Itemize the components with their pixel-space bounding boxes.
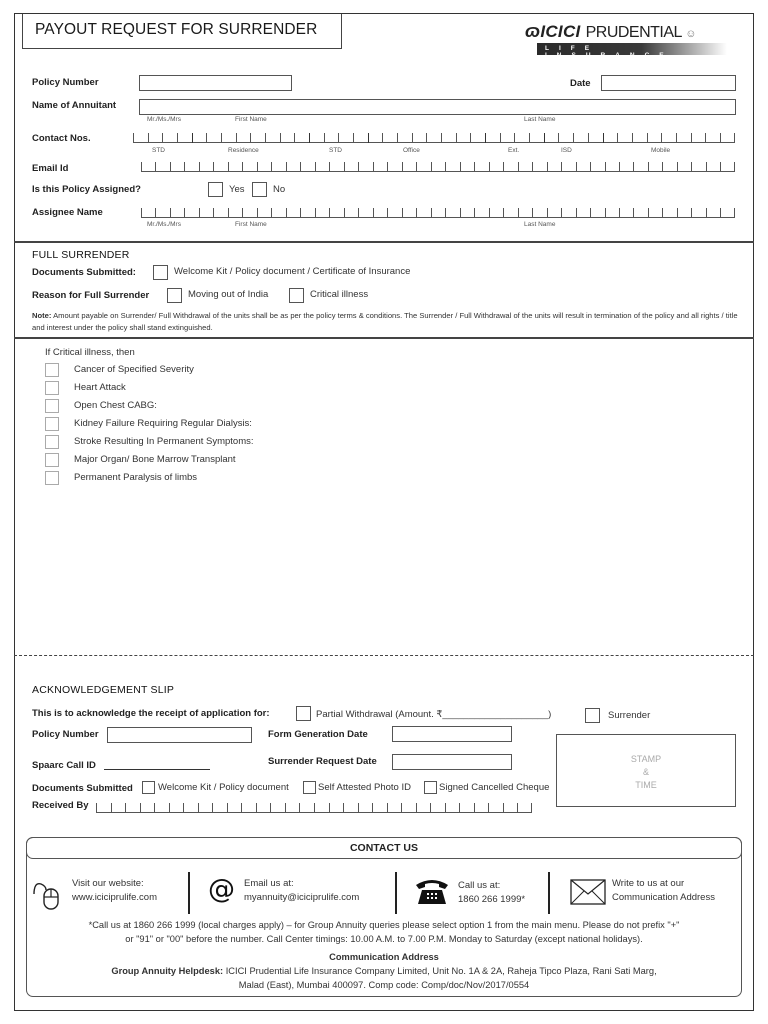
assignee-title-hint: Mr./Ms./Mrs xyxy=(147,221,181,228)
logo-mark-icon: ɷ xyxy=(525,21,541,41)
company-logo xyxy=(525,21,740,59)
comb-cell[interactable] xyxy=(489,162,503,172)
comb-cell[interactable] xyxy=(177,133,192,143)
ack-documents-label: Documents Submitted xyxy=(32,783,133,794)
comb-cell[interactable] xyxy=(314,803,329,813)
website-link[interactable]: www.iciciprulife.com xyxy=(72,892,157,903)
comb-cell[interactable] xyxy=(445,803,460,813)
comb-cell[interactable] xyxy=(140,803,155,813)
comb-cell[interactable] xyxy=(382,133,397,143)
comb-cell[interactable] xyxy=(170,162,184,172)
ack-welcome-kit-checkbox[interactable] xyxy=(142,781,155,794)
at-icon: @ xyxy=(208,874,235,905)
comb-cell[interactable] xyxy=(206,133,221,143)
comb-cell[interactable] xyxy=(676,133,691,143)
critical-illness-option-label: Major Organ/ Bone Marrow Transplant xyxy=(74,454,236,465)
stamp-time-box: STAMP & TIME xyxy=(556,734,736,807)
comb-cell[interactable] xyxy=(286,162,300,172)
comb-cell[interactable] xyxy=(397,133,412,143)
comb-cell[interactable] xyxy=(459,803,474,813)
comb-cell[interactable] xyxy=(529,133,544,143)
comb-cell[interactable] xyxy=(547,208,561,218)
contact-office-hint: Office xyxy=(403,147,420,154)
critical-illness-label: Critical illness xyxy=(310,289,369,300)
comb-cell[interactable] xyxy=(373,162,387,172)
surrender-label: Surrender xyxy=(608,710,651,721)
comb-cell[interactable] xyxy=(720,133,735,143)
comb-cell[interactable] xyxy=(387,208,401,218)
comb-cell[interactable] xyxy=(561,162,575,172)
comb-cell[interactable] xyxy=(242,208,256,218)
comb-cell[interactable] xyxy=(265,133,280,143)
comb-cell[interactable] xyxy=(154,803,169,813)
comb-cell[interactable] xyxy=(358,803,373,813)
comb-cell[interactable] xyxy=(470,133,485,143)
critical-illness-option-label: Stroke Resulting In Permanent Symptoms: xyxy=(74,436,254,447)
comb-cell[interactable] xyxy=(460,208,474,218)
lion-emblem-icon: ☺ xyxy=(681,28,697,40)
surrender-note: Note: Amount payable on Surrender/ Full Withdrawal of the units shall be as per the policy terms & conditions. The Surrender / Full Withdrawal of the units will result in termination of the policy and all rights / title and interest under the policy shall stand extinguished. xyxy=(32,311,738,332)
critical-illness-option-checkbox[interactable] xyxy=(45,363,59,377)
comb-cell[interactable] xyxy=(315,208,329,218)
section-divider xyxy=(14,337,754,339)
surrender-request-date-label: Surrender Request Date xyxy=(268,756,377,767)
comb-cell[interactable] xyxy=(662,208,676,218)
receipt-label: This is to acknowledge the receipt of application for: xyxy=(32,708,270,719)
comb-cell[interactable] xyxy=(401,803,416,813)
critical-illness-option-checkbox[interactable] xyxy=(45,435,59,449)
ack-policy-number-label: Policy Number xyxy=(32,729,99,740)
cancelled-cheque-label: Signed Cancelled Cheque xyxy=(439,782,550,793)
comb-cell[interactable] xyxy=(441,133,456,143)
comb-cell[interactable] xyxy=(573,133,588,143)
comb-cell[interactable] xyxy=(111,803,126,813)
assigned-yes-checkbox[interactable] xyxy=(208,182,223,197)
comb-cell[interactable] xyxy=(256,803,271,813)
comb-cell[interactable] xyxy=(192,133,207,143)
annuitant-last-hint: Last Name xyxy=(524,116,556,123)
comb-cell[interactable] xyxy=(426,133,441,143)
comb-cell[interactable] xyxy=(329,803,344,813)
assigned-no-label: No xyxy=(273,184,286,195)
communication-address: Communication Address Group Annuity Helpdesk: ICICI Prudential Life Insurance Company Limited, Unit No. 1A & 2A, Raheja Tipco Plaza, Rani Sati Marg, Malad (East), Mumbai 400097. Comp code: Comp/doc/Nov/2017/0554 xyxy=(111,952,657,990)
comb-cell[interactable] xyxy=(257,208,271,218)
email-contact[interactable]: Email us at: myannuity@iciciprulife.com xyxy=(244,878,360,903)
comb-cell[interactable] xyxy=(286,208,300,218)
comb-cell[interactable] xyxy=(184,208,198,218)
welcome-kit-label: Welcome Kit / Policy document / Certificate of Insurance xyxy=(174,266,411,277)
cut-line xyxy=(14,655,754,656)
assigned-label: Is this Policy Assigned? xyxy=(32,184,141,195)
comb-cell[interactable] xyxy=(271,208,285,218)
critical-illness-option-checkbox[interactable] xyxy=(45,471,59,485)
comb-cell[interactable] xyxy=(474,803,489,813)
comb-cell[interactable] xyxy=(619,208,633,218)
comb-cell[interactable] xyxy=(155,162,169,172)
critical-illness-option-label: Cancer of Specified Severity xyxy=(74,364,194,375)
comb-cell[interactable] xyxy=(416,162,430,172)
comb-cell[interactable] xyxy=(590,162,604,172)
partial-withdrawal-label: Partial Withdrawal (Amount. ₹____________________) xyxy=(316,709,552,720)
comb-cell[interactable] xyxy=(212,803,227,813)
comb-cell[interactable] xyxy=(96,803,111,813)
assigned-no-checkbox[interactable] xyxy=(252,182,267,197)
contact-isd-hint: ISD xyxy=(561,147,572,154)
comb-cell[interactable] xyxy=(372,803,387,813)
assignee-label: Assignee Name xyxy=(32,207,103,218)
email-link[interactable]: myannuity@iciciprulife.com xyxy=(244,892,360,903)
comb-cell[interactable] xyxy=(242,162,256,172)
comb-cell[interactable] xyxy=(576,162,590,172)
comb-cell[interactable] xyxy=(518,208,532,218)
annuitant-label: Name of Annuitant xyxy=(32,100,117,111)
comb-cell[interactable] xyxy=(412,133,427,143)
contact-numbers-comb[interactable] xyxy=(133,133,735,143)
contact-ext-hint: Ext. xyxy=(508,147,520,154)
comb-cell[interactable] xyxy=(169,803,184,813)
comb-cell[interactable] xyxy=(648,162,662,172)
comb-cell[interactable] xyxy=(518,162,532,172)
comb-cell[interactable] xyxy=(280,133,295,143)
comb-cell[interactable] xyxy=(329,208,343,218)
comb-cell[interactable] xyxy=(387,803,402,813)
contact-std2-hint: STD xyxy=(329,147,342,154)
comb-cell[interactable] xyxy=(706,162,720,172)
contact-separator xyxy=(395,872,397,914)
comb-cell[interactable] xyxy=(532,208,546,218)
comb-cell[interactable] xyxy=(619,162,633,172)
comb-cell[interactable] xyxy=(250,133,265,143)
comb-cell[interactable] xyxy=(632,133,647,143)
comb-cell[interactable] xyxy=(474,162,488,172)
logo-wordmark: ɷICICI PRUDENTIAL ☺ xyxy=(525,21,697,41)
full-surrender-heading: FULL SURRENDER xyxy=(32,249,130,261)
form-title: PAYOUT REQUEST FOR SURRENDER xyxy=(22,14,342,49)
photo-id-label: Self Attested Photo ID xyxy=(318,782,411,793)
comb-cell[interactable] xyxy=(221,133,236,143)
comb-cell[interactable] xyxy=(141,208,155,218)
received-by-comb[interactable] xyxy=(96,803,532,813)
comb-cell[interactable] xyxy=(691,208,705,218)
critical-illness-option-checkbox[interactable] xyxy=(45,453,59,467)
comb-cell[interactable] xyxy=(547,162,561,172)
comb-cell[interactable] xyxy=(460,162,474,172)
comb-cell[interactable] xyxy=(503,162,517,172)
comb-cell[interactable] xyxy=(603,133,618,143)
date-input[interactable] xyxy=(601,75,736,91)
comb-cell[interactable] xyxy=(324,133,339,143)
comb-cell[interactable] xyxy=(445,208,459,218)
comb-cell[interactable] xyxy=(236,133,251,143)
comb-cell[interactable] xyxy=(514,133,529,143)
comb-cell[interactable] xyxy=(387,162,401,172)
comb-cell[interactable] xyxy=(170,208,184,218)
partial-withdrawal-checkbox[interactable] xyxy=(296,706,311,721)
comb-cell[interactable] xyxy=(184,162,198,172)
form-generation-date-input[interactable] xyxy=(392,726,512,742)
comb-cell[interactable] xyxy=(257,162,271,172)
comb-cell[interactable] xyxy=(338,133,353,143)
comb-cell[interactable] xyxy=(402,208,416,218)
policy-number-label: Policy Number xyxy=(32,77,99,88)
date-label: Date xyxy=(570,78,591,89)
comb-cell[interactable] xyxy=(500,133,515,143)
telephone-icon xyxy=(414,876,450,906)
assignee-last-hint: Last Name xyxy=(524,221,556,228)
reason-label: Reason for Full Surrender xyxy=(32,290,150,301)
phone-contact[interactable]: Call us at: 1860 266 1999* xyxy=(458,880,526,905)
contact-separator xyxy=(188,872,190,914)
comb-cell[interactable] xyxy=(617,133,632,143)
comb-cell[interactable] xyxy=(590,208,604,218)
comb-cell[interactable] xyxy=(228,162,242,172)
comb-cell[interactable] xyxy=(353,133,368,143)
comb-cell[interactable] xyxy=(300,208,314,218)
moving-out-label: Moving out of India xyxy=(188,289,269,300)
comb-cell[interactable] xyxy=(155,208,169,218)
comb-cell[interactable] xyxy=(489,208,503,218)
comb-cell[interactable] xyxy=(661,133,676,143)
critical-illness-option-label: Kidney Failure Requiring Regular Dialysis: xyxy=(74,418,252,429)
comb-cell[interactable] xyxy=(213,208,227,218)
comb-cell[interactable] xyxy=(588,133,603,143)
comb-cell[interactable] xyxy=(358,208,372,218)
comb-cell[interactable] xyxy=(431,162,445,172)
welcome-kit-checkbox[interactable] xyxy=(153,265,168,280)
comb-cell[interactable] xyxy=(445,162,459,172)
spaarc-label: Spaarc Call ID xyxy=(32,760,96,771)
comb-cell[interactable] xyxy=(315,162,329,172)
annuitant-title-hint: Mr./Ms./Mrs xyxy=(147,116,181,123)
comb-cell[interactable] xyxy=(300,162,314,172)
comb-cell[interactable] xyxy=(488,803,503,813)
documents-submitted-label: Documents Submitted: xyxy=(32,267,136,278)
website-contact[interactable]: Visit our website: www.iciciprulife.com xyxy=(72,878,157,903)
comb-cell[interactable] xyxy=(344,162,358,172)
comb-cell[interactable] xyxy=(125,803,140,813)
comb-cell[interactable] xyxy=(691,162,705,172)
comb-cell[interactable] xyxy=(241,803,256,813)
call-note: *Call us at 1860 266 1999 (local charges apply) – for Group Annuity queries please select option 1 from the main menu. Please do not prefix "+" or "91" or "00" before the number. Call Center timings: 10.00 A.M. to 7.00 P.M. Monday to Saturday (except national holidays). xyxy=(88,920,680,944)
phone-number[interactable]: 1860 266 1999* xyxy=(458,894,526,905)
contact-label: Contact Nos. xyxy=(32,133,91,144)
comb-cell[interactable] xyxy=(633,208,647,218)
comb-cell[interactable] xyxy=(532,162,546,172)
form-generation-date-label: Form Generation Date xyxy=(268,729,368,740)
comb-cell[interactable] xyxy=(329,162,343,172)
comb-cell[interactable] xyxy=(561,208,575,218)
critical-illness-option-label: Open Chest CABG: xyxy=(74,400,157,411)
envelope-icon xyxy=(570,879,606,905)
contact-std-hint: STD xyxy=(152,147,165,154)
mouse-icon xyxy=(32,876,64,910)
spaarc-call-id-input[interactable] xyxy=(104,758,210,770)
comb-cell[interactable] xyxy=(648,208,662,218)
comb-cell[interactable] xyxy=(503,803,518,813)
comb-cell[interactable] xyxy=(720,208,734,218)
comb-cell[interactable] xyxy=(402,162,416,172)
comb-cell[interactable] xyxy=(544,133,559,143)
comb-cell[interactable] xyxy=(705,133,720,143)
surrender-checkbox[interactable] xyxy=(585,708,600,723)
cancelled-cheque-checkbox[interactable] xyxy=(424,781,437,794)
assignee-first-hint: First Name xyxy=(235,221,267,228)
comb-cell[interactable] xyxy=(199,208,213,218)
annuitant-first-hint: First Name xyxy=(235,116,267,123)
received-by-label: Received By xyxy=(32,800,89,811)
critical-illness-checkbox[interactable] xyxy=(289,288,304,303)
comb-cell[interactable] xyxy=(416,208,430,218)
comb-cell[interactable] xyxy=(558,133,573,143)
address-contact: Write to us at our Communication Address xyxy=(612,878,715,903)
comb-cell[interactable] xyxy=(213,162,227,172)
comb-cell[interactable] xyxy=(503,208,517,218)
comb-cell[interactable] xyxy=(133,133,148,143)
comb-cell[interactable] xyxy=(485,133,500,143)
email-label: Email Id xyxy=(32,163,69,174)
ack-policy-number-input[interactable] xyxy=(107,727,252,743)
moving-out-checkbox[interactable] xyxy=(167,288,182,303)
comb-cell[interactable] xyxy=(633,162,647,172)
ack-welcome-kit-label: Welcome Kit / Policy document xyxy=(158,782,289,793)
comb-cell[interactable] xyxy=(706,208,720,218)
comb-cell[interactable] xyxy=(662,162,676,172)
comb-cell[interactable] xyxy=(309,133,324,143)
comb-cell[interactable] xyxy=(416,803,431,813)
comb-cell[interactable] xyxy=(576,208,590,218)
comb-cell[interactable] xyxy=(227,803,242,813)
email-comb[interactable] xyxy=(141,162,735,172)
critical-illness-option-checkbox[interactable] xyxy=(45,381,59,395)
comb-cell[interactable] xyxy=(294,133,309,143)
surrender-request-date-input[interactable] xyxy=(392,754,512,770)
comb-cell[interactable] xyxy=(605,208,619,218)
comb-cell[interactable] xyxy=(270,803,285,813)
contact-separator xyxy=(548,872,550,914)
comb-cell[interactable] xyxy=(162,133,177,143)
contact-mobile-hint: Mobile xyxy=(651,147,671,154)
comb-cell[interactable] xyxy=(647,133,662,143)
section-divider xyxy=(14,241,754,243)
critical-illness-option-checkbox[interactable] xyxy=(45,399,59,413)
comb-cell[interactable] xyxy=(198,803,213,813)
annuitant-name-input[interactable] xyxy=(139,99,736,115)
comb-cell[interactable] xyxy=(720,162,734,172)
comb-cell[interactable] xyxy=(199,162,213,172)
comb-cell[interactable] xyxy=(431,208,445,218)
comb-cell[interactable] xyxy=(691,133,706,143)
acknowledgement-heading: ACKNOWLEDGEMENT SLIP xyxy=(32,684,175,696)
critical-illness-intro: If Critical illness, then xyxy=(45,347,135,358)
comb-cell[interactable] xyxy=(183,803,198,813)
comb-cell[interactable] xyxy=(141,162,155,172)
comb-cell[interactable] xyxy=(368,133,383,143)
logo-tagline: LIFE INSURANCE xyxy=(537,43,727,55)
contact-us-heading: CONTACT US xyxy=(26,837,742,859)
comb-cell[interactable] xyxy=(605,162,619,172)
comb-cell[interactable] xyxy=(677,162,691,172)
comb-cell[interactable] xyxy=(228,208,242,218)
comb-cell[interactable] xyxy=(474,208,488,218)
comb-cell[interactable] xyxy=(677,208,691,218)
assignee-name-comb[interactable] xyxy=(141,208,735,218)
comb-cell[interactable] xyxy=(343,803,358,813)
policy-number-input[interactable] xyxy=(139,75,292,91)
comb-cell[interactable] xyxy=(148,133,163,143)
critical-illness-option-checkbox[interactable] xyxy=(45,417,59,431)
comb-cell[interactable] xyxy=(456,133,471,143)
assigned-yes-label: Yes xyxy=(229,184,245,195)
comb-cell[interactable] xyxy=(430,803,445,813)
comb-cell[interactable] xyxy=(299,803,314,813)
comb-cell[interactable] xyxy=(344,208,358,218)
comb-cell[interactable] xyxy=(271,162,285,172)
comb-cell[interactable] xyxy=(285,803,300,813)
photo-id-checkbox[interactable] xyxy=(303,781,316,794)
critical-illness-option-label: Permanent Paralysis of limbs xyxy=(74,472,198,483)
comb-cell[interactable] xyxy=(358,162,372,172)
contact-residence-hint: Residence xyxy=(228,147,259,154)
comb-cell[interactable] xyxy=(373,208,387,218)
critical-illness-option-label: Heart Attack xyxy=(74,382,126,393)
comb-cell[interactable] xyxy=(517,803,532,813)
